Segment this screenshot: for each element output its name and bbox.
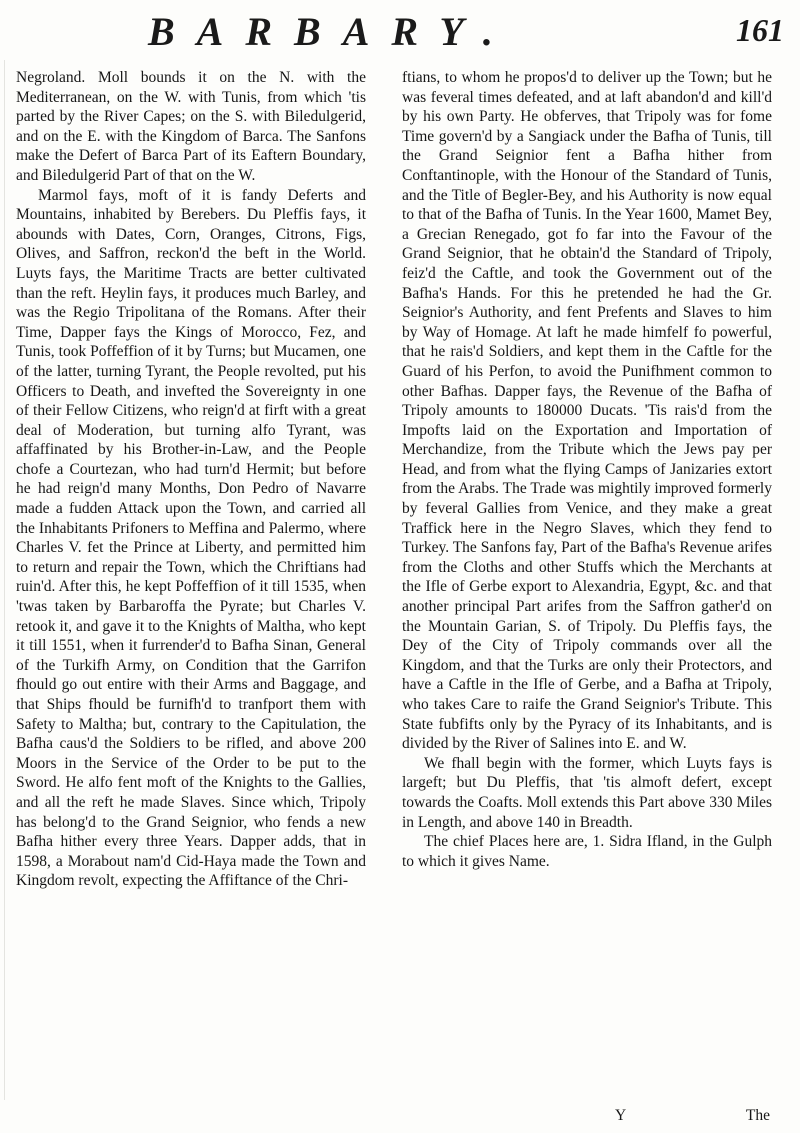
right-column <box>402 68 772 871</box>
signature-mark: Y <box>615 1107 627 1124</box>
catchword: The <box>745 1107 770 1124</box>
paragraph: We fhall begin with the former, which Luyts fays is largeft; but Du Pleffis, that 'tis almoft defert, except towards the Coafts. Moll extends this Part above 330 Miles in Length, and above 140 in Breadth. <box>402 754 772 831</box>
page-edge-shadow <box>4 60 5 1100</box>
left-column <box>16 68 366 891</box>
page-header <box>0 8 800 60</box>
running-head: BARBARY. <box>148 9 515 54</box>
paragraph: Negroland. Moll bounds it on the N. with the Mediterranean, on the W. with Tunis, from which 'tis parted by the River Capes; on the S. with Biledulgerid, and on the E. with the Kingdom of Barca. The Sanfons make the Defert of Barca Part of its Eaftern Boundary, and Biledulgerid Part of that on the W. <box>16 69 366 184</box>
page-number: 161 <box>736 12 784 48</box>
paragraph: ftians, to whom he propos'd to deliver up the Town; but he was feveral times defeated, and at laft abandon'd and kill'd by his own Party. He obferves, that Tripoly was for fome Time govern'd by a Sangiack under the Bafha of Tunis, till the Grand Seignior fent a Bafha hither from Conftantinople, with the Honour of the Standard of Tunis, and the Title of Begler-Bey, and his Authority is now equal to that of the Bafha of Tunis. In the Year 1600, Mamet Bey, a Grecian Renegado, got fo far into the Favour of the Grand Seignior, that he obtain'd the Standard of Tripoly, feiz'd the Caftle, and took the Government out of the Bafha's Hands. For this he pretended he had the Gr. Seignior's Authority, and fent Prefents and Slaves to him by Way of Homage. At laft he made himfelf fo powerful, that he rais'd Soldiers, and kept them in the Caftle for the Guard of his Perfon, to avoid the Punifhment common to other Bafhas. Dapper fays, the Revenue of the Bafha of Tripoly amounts to 180000 Ducats. 'Tis rais'd from the Impofts laid on the Exportation and Importation of Merchandize, from the Tribute which the Jews pay per Head, and from what the flying Camps of Janizaries extort from the Arabs. The Trade was mightily improved formerly by feveral Gallies from Venice, and they make a great Traffick here in the Negro Slaves, which they fend to Turkey. The Sanfons fay, Part of the Bafha's Revenue arifes from the Cloths and other Stuffs which the Merchants at the Ifle of Gerbe export to Alexandria, Egypt, &c. and that another principal Part arifes from the Saffron gather'd on the Mountain Garian, S. of Tripoly. Du Pleffis fays, the Dey of the City of Tripoly commands over all the Kingdom, and that the Turks are only their Protectors, and have a Caftle in the Ifle of Gerbe, and a Bafha at Tripoly, who takes Care to raife the Grand Seignior's Tribute. This State fubfifts only by the Pyracy of its Inhabitants, and is divided by the River of Salines into E. and W. <box>402 69 772 753</box>
paragraph: The chief Places here are, 1. Sidra Ifland, in the Gulph to which it gives Name. <box>402 833 772 870</box>
paragraph: Marmol fays, moft of it is fandy Deferts and Mountains, inhabited by Berebers. Du Pleffis fays, it abounds with Dates, Corn, Oranges, Citrons, Figs, Olives, and Saffron, reckon'd the beft in the World. Luyts fays, the Maritime Tracts are better cultivated than the reft. Heylin fays, it produces much Barley, and was the Regio Tripolitana of the Romans. After their Time, Dapper fays the Kings of Morocco, Fez, and Tunis, took Poffeffion of it by Turns; but Mucamen, one of the latter, turning Tyrant, the People revolted, put his Officers to Death, and invefted the Sovereignty in one of their Fellow Citizens, who reign'd at firft with a great deal of Moderation, but turning alfo Tyrant, was affaffinated by his Brother-in-Law, and the People chofe a Courtezan, who had turn'd Hermit; but before he had reign'd many Months, Don Pedro of Navarre made a fudden Attack upon the Town, and carried all the Inhabitants Prifoners to Meffina and Palermo, where Charles V. fet the Prince at Liberty, and permitted him to return and repair the Town, which the Chriftians had ruin'd. After this, he kept Poffeffion of it till 1535, when 'twas taken by Barbaroffa the Pyrate; but Charles V. retook it, and gave it to the Knights of Maltha, who kept it till 1551, when it furrender'd to Bafha Sinan, General of the Turkifh Army, on Condition that the Garrifon fhould go out entire with their Arms and Baggage, and that Ships fhould be furnifh'd to tranfport them with Safety to Maltha; but, contrary to the Capitulation, the Bafha caus'd the Soldiers to be rifled, and above 200 Moors in the Service of the Order to be put to the Sword. He alfo fent moft of the Knights to the Gallies, and all the reft he made Slaves. Since which, Tripoly has belong'd to the Grand Seignior, who fends a new Bafha hither every three Years. Dapper adds, that in 1598, a Morabout nam'd Cid-Haya made the Town and Kingdom revolt, expecting the Affiftance of the Chri- <box>16 186 366 890</box>
